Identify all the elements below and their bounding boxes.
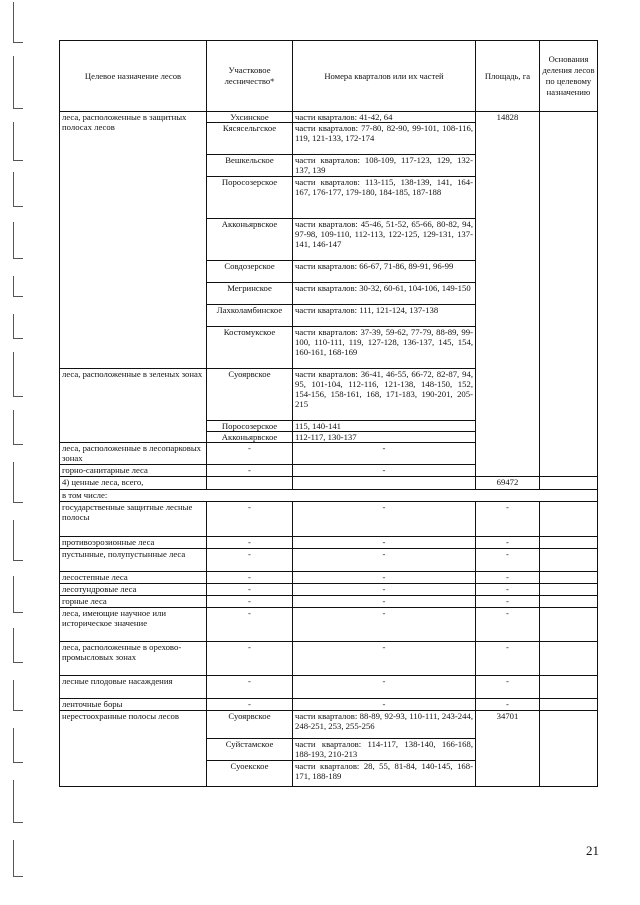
forestry-name: Кясясельгское [207, 123, 293, 155]
empty-cell [540, 596, 598, 608]
forestry-name: Суйстамское [207, 739, 293, 761]
quarters-text: части кварталов: 41-42, 64 [293, 112, 476, 123]
purpose-mountain-sanitary: горно-санитарные леса [60, 465, 207, 477]
quarters-text: части кварталов: 114-117, 138-140, 166-168, 188-193, 210-213 [293, 739, 476, 761]
sub-purpose: леса, имеющие научное или историческое значение [60, 608, 207, 642]
table-row [60, 572, 598, 584]
table-row [60, 584, 598, 596]
dash-cell: - [476, 572, 540, 584]
table-row [60, 549, 598, 572]
forestry-name: Мегринское [207, 283, 293, 305]
empty-cell [293, 477, 476, 490]
table-row [60, 596, 598, 608]
sub-purpose: горные леса [60, 596, 207, 608]
dash-cell: - [476, 549, 540, 572]
empty-cell [540, 608, 598, 642]
binding-mark [13, 410, 23, 445]
quarters-text: части кварталов: 113-115, 138-139, 141, 164-167, 176-177, 179-180, 184-185, 187-188 [293, 177, 476, 219]
sub-purpose: пустынные, полупустынные леса [60, 549, 207, 572]
binding-mark [13, 628, 23, 663]
dash-cell: - [293, 584, 476, 596]
empty-cell [540, 537, 598, 549]
forestry-name: Акконьярвское [207, 432, 293, 443]
quarters-text: части кварталов: 37-39, 59-62, 77-79, 88-89, 99-100, 110-111, 119, 127-128, 136-137, 145, 154, 160-161, 168-169 [293, 327, 476, 369]
empty-cell [540, 572, 598, 584]
quarters-text: части кварталов: 45-46, 51-52, 65-66, 80-82, 94, 97-98, 109-110, 112-113, 122-125, 129-131, 137-141, 146-147 [293, 219, 476, 261]
quarters-text: 112-117, 130-137 [293, 432, 476, 443]
dash-cell: - [207, 596, 293, 608]
sub-purpose: лесные плодовые насаждения [60, 676, 207, 699]
dash-cell: - [476, 537, 540, 549]
spawning-area: 34701 [476, 711, 540, 787]
empty-cell [540, 642, 598, 676]
grounds-cell [540, 711, 598, 787]
header-forestry: Участковое лесничество* [207, 41, 293, 112]
including-label: в том числе: [60, 490, 598, 502]
quarters-text: части кварталов: 77-80, 82-90, 99-101, 108-116, 119, 121-133, 172-174 [293, 123, 476, 155]
dash-cell: - [207, 676, 293, 699]
binding-mark [13, 728, 23, 763]
binding-mark [13, 2, 23, 43]
sub-purpose: государственные защитные лесные полосы [60, 502, 207, 537]
dash-cell: - [207, 537, 293, 549]
sub-purpose: противоэрозионные леса [60, 537, 207, 549]
dash-cell: - [207, 502, 293, 537]
binding-mark [13, 172, 23, 207]
dash-cell: - [293, 465, 476, 477]
dash-cell: - [293, 642, 476, 676]
binding-mark [13, 840, 23, 877]
dash-cell: - [293, 699, 476, 711]
purpose-green-zones: леса, расположенные в зеленых зонах [60, 369, 207, 443]
forestry-name: Вешкельское [207, 155, 293, 177]
quarters-text: части кварталов: 36-41, 46-55, 66-72, 82-87, 94, 95, 101-104, 112-116, 121-138, 148-150, 152, 154-156, 158-161, 168, 171-183, 190-201, 205-215 [293, 369, 476, 421]
header-quarters: Номера кварталов или их частей [293, 41, 476, 112]
header-grounds: Основания деления лесов по целевому назначению [540, 41, 598, 112]
dash-cell: - [476, 596, 540, 608]
dash-cell: - [207, 465, 293, 477]
binding-mark [13, 314, 23, 339]
dash-cell: - [207, 549, 293, 572]
binding-mark [13, 222, 23, 259]
sub-purpose: лесостепные леса [60, 572, 207, 584]
header-purpose: Целевое назначение лесов [60, 41, 207, 112]
table-row [60, 711, 598, 739]
dash-cell: - [476, 608, 540, 642]
binding-mark [13, 276, 23, 297]
dash-cell: - [207, 584, 293, 596]
quarters-text: 115, 140-141 [293, 421, 476, 432]
quarters-text: части кварталов: 108-109, 117-123, 129, 132-137, 139 [293, 155, 476, 177]
dash-cell: - [293, 549, 476, 572]
binding-mark [13, 352, 23, 397]
dash-cell: - [293, 537, 476, 549]
empty-cell [540, 699, 598, 711]
dash-cell: - [293, 676, 476, 699]
empty-cell [540, 549, 598, 572]
page-number: 21 [586, 843, 599, 858]
quarters-text: части кварталов: 88-89, 92-93, 110-111, 243-244, 248-251, 253, 255-256 [293, 711, 476, 739]
binding-mark [13, 520, 23, 561]
forestry-name: Поросозерское [207, 177, 293, 219]
empty-cell [540, 477, 598, 490]
forestry-name: Костомукское [207, 327, 293, 369]
dash-cell: - [476, 699, 540, 711]
purpose-spawning: нерестоохранные полосы лесов [60, 711, 207, 787]
dash-cell: - [293, 608, 476, 642]
dash-cell: - [293, 502, 476, 537]
table-row [60, 537, 598, 549]
binding-mark [13, 462, 23, 503]
sub-purpose: лесотундровые леса [60, 584, 207, 596]
forestry-name: Ухсинское [207, 112, 293, 123]
binding-mark [13, 56, 23, 109]
empty-cell [540, 502, 598, 537]
dash-cell: - [207, 572, 293, 584]
forestry-name: Совдозерское [207, 261, 293, 283]
dash-cell: - [476, 584, 540, 596]
purpose-forest-park: леса, расположенные в лесопарковых зонах [60, 443, 207, 465]
quarters-text: части кварталов: 111, 121-124, 137-138 [293, 305, 476, 327]
dash-cell: - [207, 699, 293, 711]
forestry-name: Суоярвское [207, 711, 293, 739]
quarters-text: части кварталов: 66-67, 71-86, 89-91, 96-99 [293, 261, 476, 283]
table-row [60, 676, 598, 699]
forest-purpose-table [59, 40, 598, 787]
header-area: Площадь, га [476, 41, 540, 112]
table-header-row [60, 41, 598, 112]
sub-purpose: леса, расположенные в орехово-промысловых зонах [60, 642, 207, 676]
table-row [60, 112, 598, 123]
binding-mark [13, 780, 23, 823]
dash-cell: - [207, 443, 293, 465]
dash-cell: - [293, 443, 476, 465]
forestry-name: Поросозерское [207, 421, 293, 432]
binding-mark [13, 122, 23, 161]
grounds-cell [540, 112, 598, 477]
forestry-name: Лахколамбинское [207, 305, 293, 327]
table-row [60, 490, 598, 502]
binding-mark [13, 576, 23, 613]
table-row [60, 477, 598, 490]
dash-cell: - [207, 608, 293, 642]
dash-cell: - [476, 502, 540, 537]
empty-cell [207, 477, 293, 490]
purpose-protective-strips: леса, расположенные в защитных полосах лесов [60, 112, 207, 369]
quarters-text: части кварталов: 30-32, 60-61, 104-106, 149-150 [293, 283, 476, 305]
binding-margin [0, 0, 30, 905]
binding-mark [13, 680, 23, 711]
empty-cell [540, 584, 598, 596]
table-row [60, 608, 598, 642]
dash-cell: - [293, 572, 476, 584]
valuable-total-label: 4) ценные леса, всего, [60, 477, 207, 490]
dash-cell: - [476, 642, 540, 676]
empty-cell [540, 676, 598, 699]
table-row [60, 642, 598, 676]
forestry-name: Акконьярвское [207, 219, 293, 261]
forestry-name: Суоекское [207, 761, 293, 787]
sub-purpose: ленточные боры [60, 699, 207, 711]
valuable-area: 69472 [476, 477, 540, 490]
table-row [60, 699, 598, 711]
quarters-text: части кварталов: 28, 55, 81-84, 140-145, 168-171, 188-189 [293, 761, 476, 787]
forestry-name: Суоярвское [207, 369, 293, 421]
dash-cell: - [207, 642, 293, 676]
table-row [60, 502, 598, 537]
area-value: 14828 [476, 112, 540, 477]
dash-cell: - [476, 676, 540, 699]
dash-cell: - [293, 596, 476, 608]
